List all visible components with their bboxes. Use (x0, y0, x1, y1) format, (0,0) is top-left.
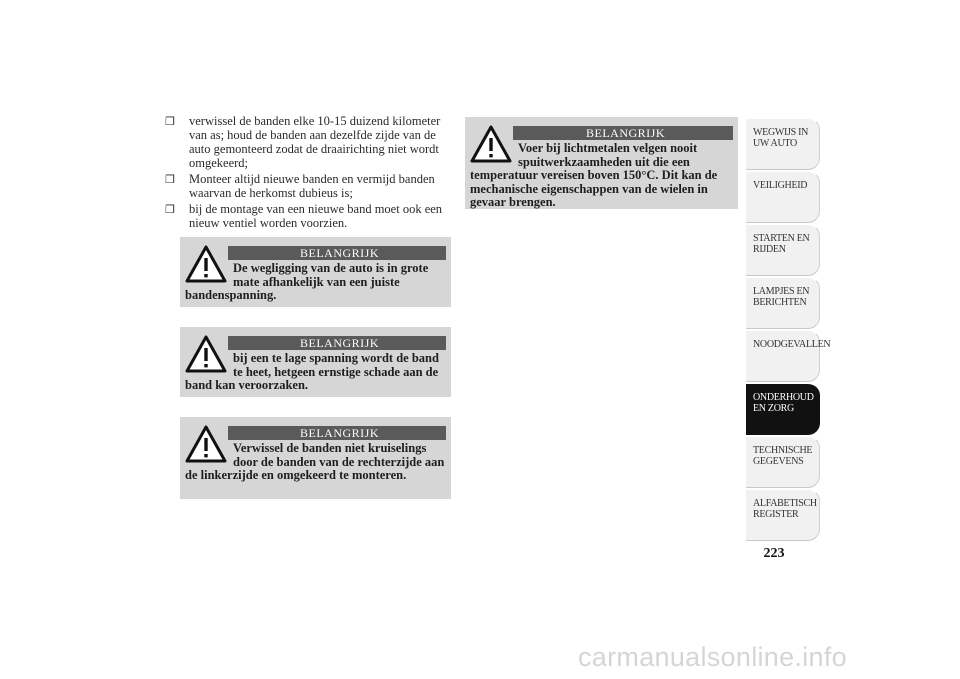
warning-heading: BELANGRIJK (228, 336, 446, 350)
bullet-text: bij de montage van een nieuwe band moet ook een nieuw ventiel worden voorzien. (189, 202, 443, 230)
warning-triangle-icon (185, 245, 227, 283)
tab-starten-en-rijden[interactable]: STARTEN EN RIJDEN (746, 224, 820, 276)
list-item (165, 114, 450, 170)
bullet-text: verwissel de banden elke 10-15 duizend kilometer van as; houd de banden aan dezelfde zijde van de auto gemonteerd zodat de draairichting niet wordt omgekeerd; (189, 114, 441, 170)
list-item (165, 172, 450, 200)
watermark-text: carmanualsonline.info (578, 642, 847, 672)
warning-text: De wegligging van de auto is in grote mate afhankelijk van een juiste bandenspanning. (185, 261, 429, 302)
tab-wegwijs-in-uw-auto[interactable]: WEGWIJS IN UW AUTO (746, 118, 820, 170)
warning-box (180, 417, 451, 499)
page-number: 223 (763, 546, 785, 561)
warning-box (180, 327, 451, 397)
tab-onderhoud-en-zorg[interactable]: ONDERHOUD EN ZORG (746, 383, 820, 435)
bullet-list (165, 114, 450, 232)
checkbox-bullet-icon: ❒ (165, 116, 175, 128)
warning-heading: BELANGRIJK (228, 426, 446, 440)
warning-text: Voer bij lichtmetalen velgen nooit spuitwerkzaamheden uit die een temperatuur vereisen boven 150°C. Dit kan de mechanische eigenschappen van de wielen in gevaar brengen. (470, 141, 718, 209)
tab-alfabetisch-register[interactable]: ALFABETISCH REGISTER (746, 489, 820, 541)
tab-technische-gegevens[interactable]: TECHNISCHE GEGEVENS (746, 436, 820, 488)
bullet-text: Monteer altijd nieuwe banden en vermijd banden waarvan de herkomst dubieus is; (189, 172, 435, 200)
warning-triangle-icon (470, 125, 512, 163)
warning-heading: BELANGRIJK (513, 126, 733, 140)
warning-text: bij een te lage spanning wordt de band te heet, hetgeen ernstige schade aan de band kan veroorzaken. (185, 351, 439, 392)
section-tabs (746, 118, 831, 542)
warning-heading: BELANGRIJK (228, 246, 446, 260)
tab-veiligheid[interactable]: VEILIGHEID (746, 171, 820, 223)
checkbox-bullet-icon: ❒ (165, 174, 175, 186)
warning-triangle-icon (185, 335, 227, 373)
warning-box (180, 237, 451, 307)
warning-triangle-icon (185, 425, 227, 463)
checkbox-bullet-icon: ❒ (165, 204, 175, 216)
tab-noodgevallen[interactable]: NOODGEVALLEN (746, 330, 820, 382)
tab-lampjes-en-berichten[interactable]: LAMPJES EN BERICHTEN (746, 277, 820, 329)
list-item (165, 202, 450, 230)
warning-box (465, 117, 738, 209)
warning-text: Verwissel de banden niet kruiselings door de banden van de rechterzijde aan de linkerzijde en omgekeerd te monteren. (185, 441, 445, 482)
